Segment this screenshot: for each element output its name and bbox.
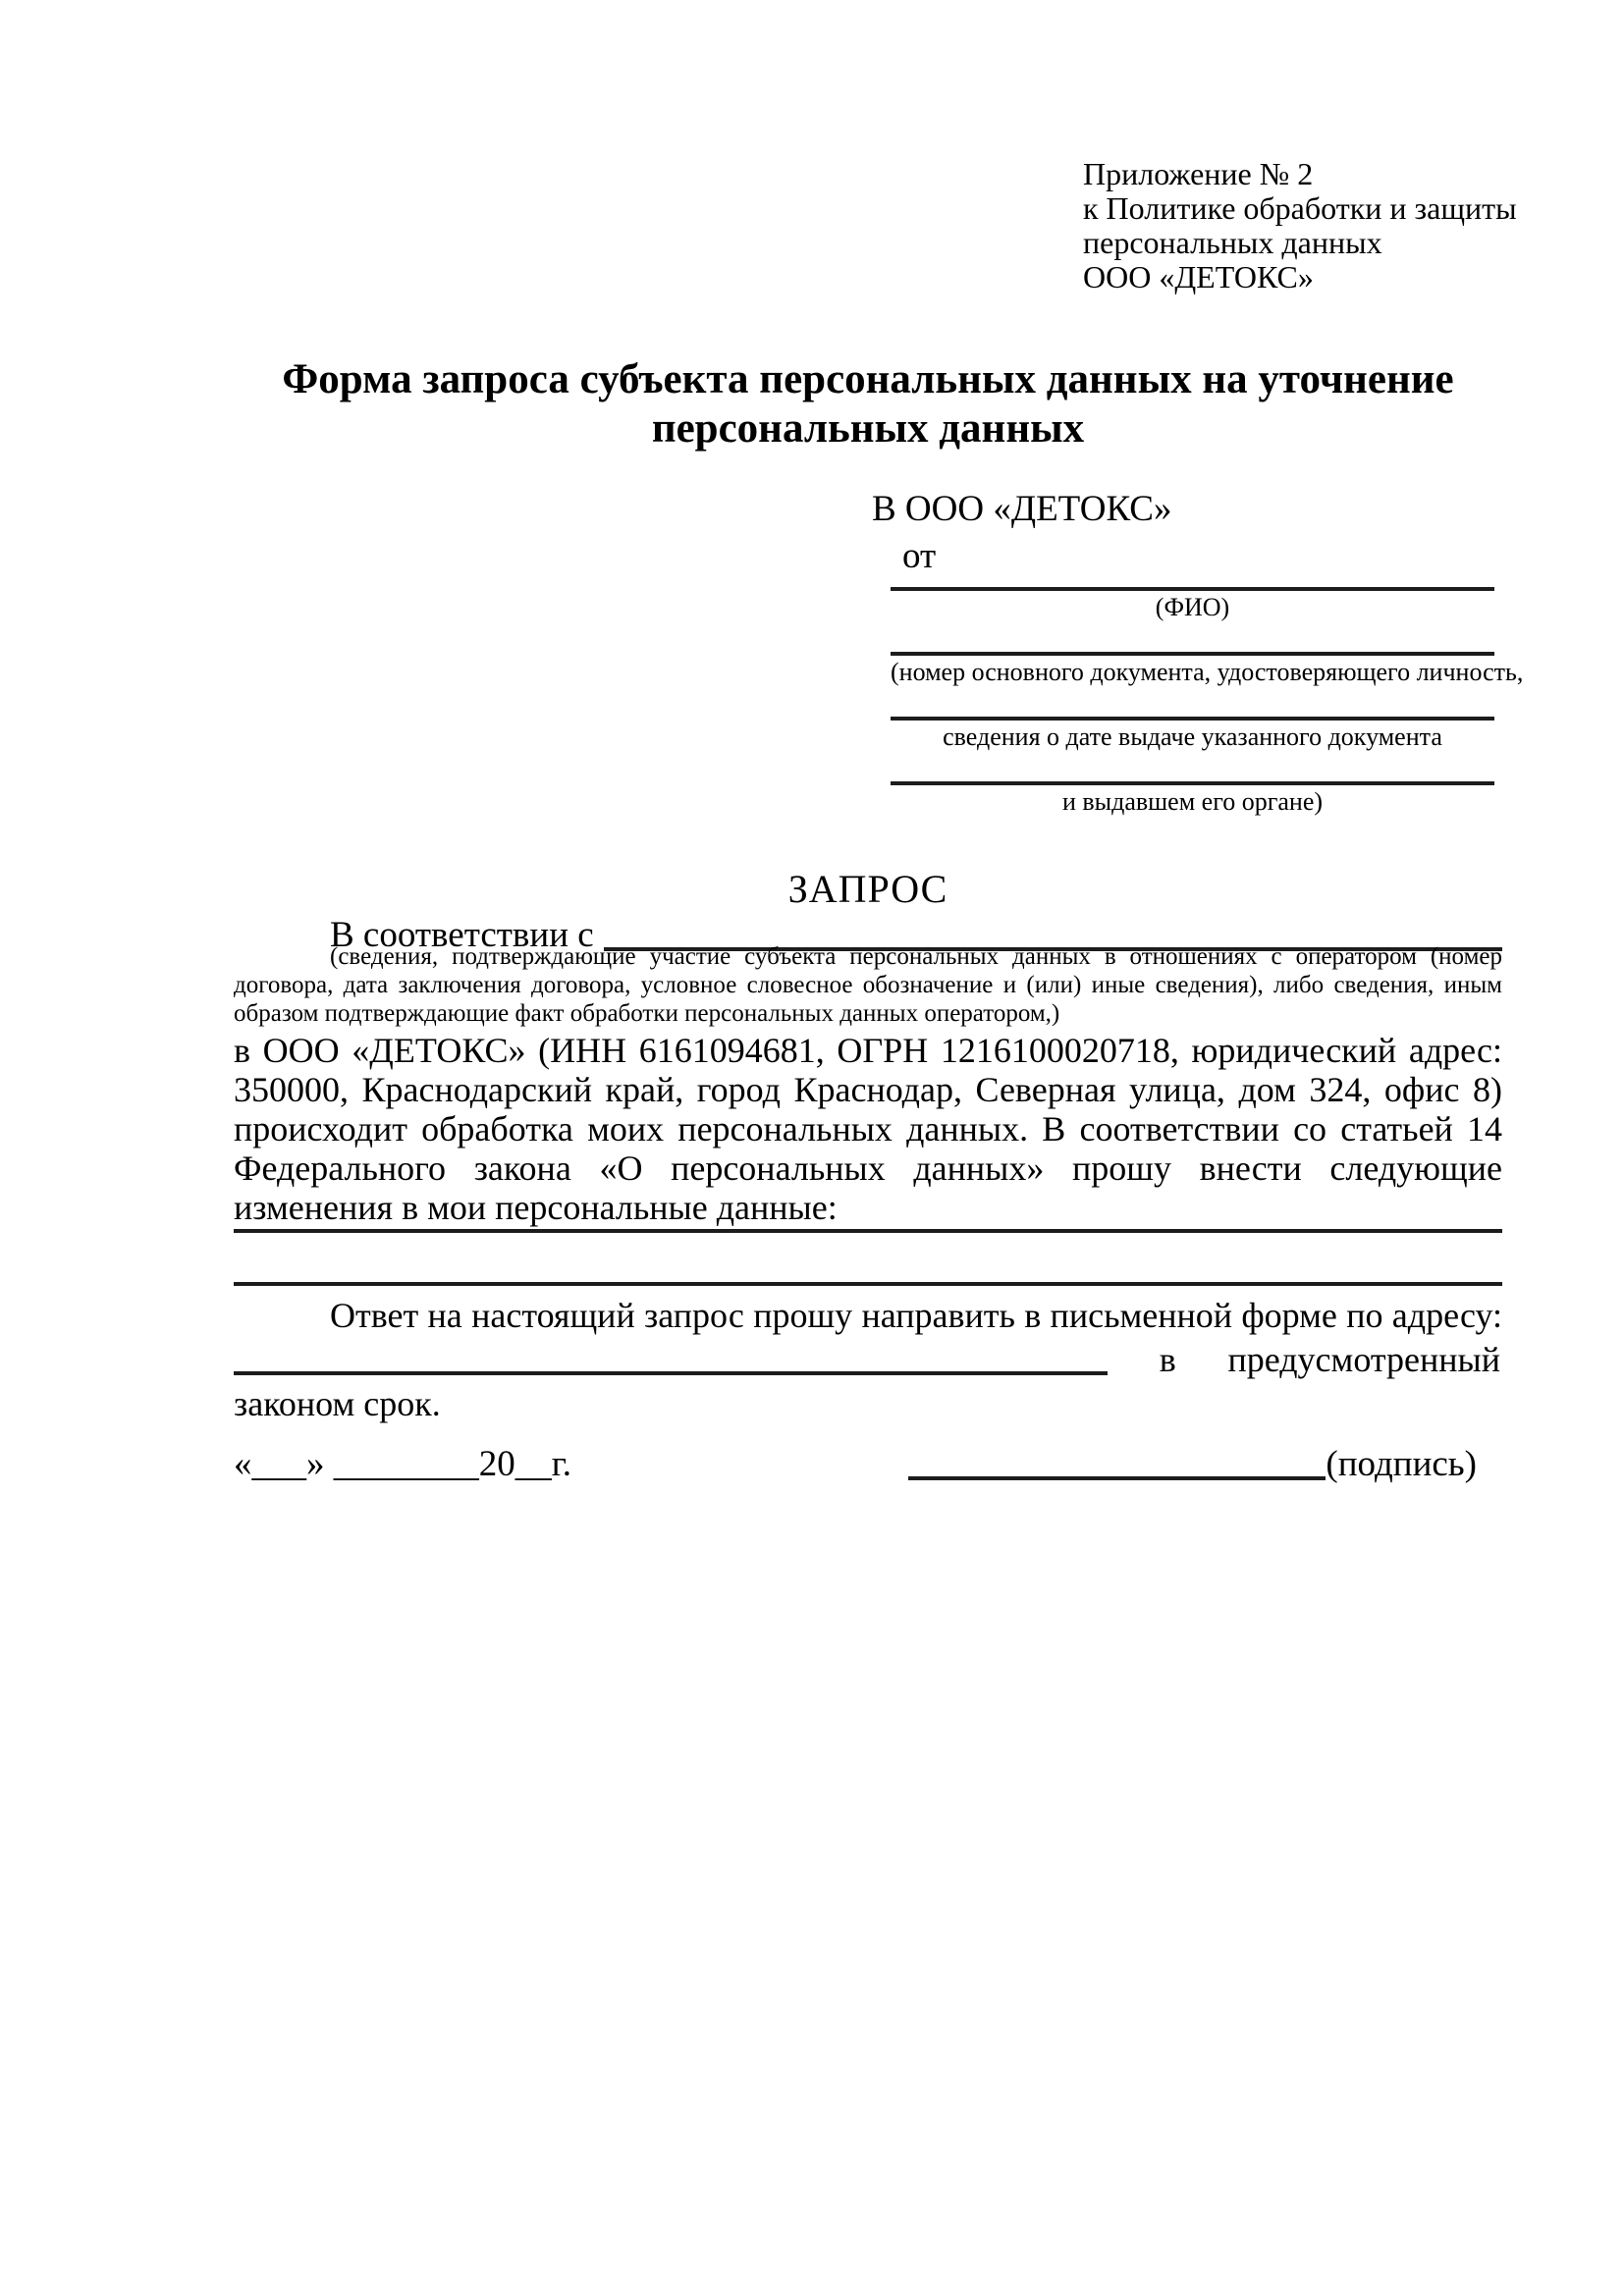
page-title-line2: персональных данных [651,405,1085,452]
issuing-authority-caption: и выдавшем его органе) [1061,787,1324,816]
policy-reference-line2: персональных данных [1083,225,1382,260]
answer-word-predusmotrenny: предусмотренный [1227,1340,1500,1379]
answer-word-v: в [1159,1340,1176,1379]
signature-caption: (подпись) [1326,1444,1477,1484]
document-number-field [891,652,1524,687]
accordance-footnote: (сведения, подтверждающие участие субъекта персональных данных в отношениях с оператором (номер договора, дата заключения договора, условное словесное обозначение и (или) иные сведения), либо сведения, иным образом подтверждающие факт обработки персональных данных оператором,) [234,943,1502,1027]
address-fill-in-line [234,1371,1108,1375]
changes-fill-in-line-1 [234,1229,1502,1233]
policy-reference-line1: к Политике обработки и защиты [1083,190,1517,226]
date-signature-row [234,1443,1502,1486]
issue-date-field [891,717,1494,752]
addressee-block [234,488,1524,846]
date-fill-in-text: «___» ________20__г. [234,1444,572,1484]
signature-fill-in-line [908,1476,1326,1480]
signature-area [908,1443,1477,1486]
addressee-fields [891,587,1524,817]
appendix-number: Приложение № 2 [1083,156,1314,191]
addressee-to: В ООО «ДЕТОКС» [872,489,1172,529]
answer-line1: Ответ на настоящий запрос прошу направить в письменной форме по адресу: [330,1296,1502,1335]
page-title [234,355,1502,454]
fio-caption: (ФИО) [1155,593,1230,621]
request-heading: ЗАПРОС [787,867,948,911]
page-title-line1: Форма запроса субъекта персональных данных на уточнение [282,356,1454,402]
appendix-header [1083,157,1535,294]
company-name: ООО «ДЕТОКС» [1083,259,1314,294]
fio-field [891,587,1494,622]
document-number-caption: (номер основного документа, удостоверяющего личность, [891,658,1524,686]
answer-line2 [234,1338,1502,1382]
request-body-paragraph: в ООО «ДЕТОКС» (ИНН 6161094681, ОГРН 1216100020718, юридический адрес: 350000, Краснодарский край, город Краснодар, Северная улица, дом 324, офис 8) происходит обработка моих персональных данных. В соответствии со статьей 14 Федерального закона «О персональных данных» прошу внести следующие изменения в мои персональные данные: [234,1031,1502,1227]
answer-line3: законом срок. [234,1384,441,1423]
issuing-authority-field [891,781,1494,817]
addressee-from-label: от [902,536,937,576]
accordance-label: В соответствии с [330,915,594,955]
answer-paragraph [234,1282,1502,1426]
changes-fill-in-line-2 [234,1282,1502,1286]
issue-date-caption: сведения о дате выдаче указанного документа [943,722,1442,751]
